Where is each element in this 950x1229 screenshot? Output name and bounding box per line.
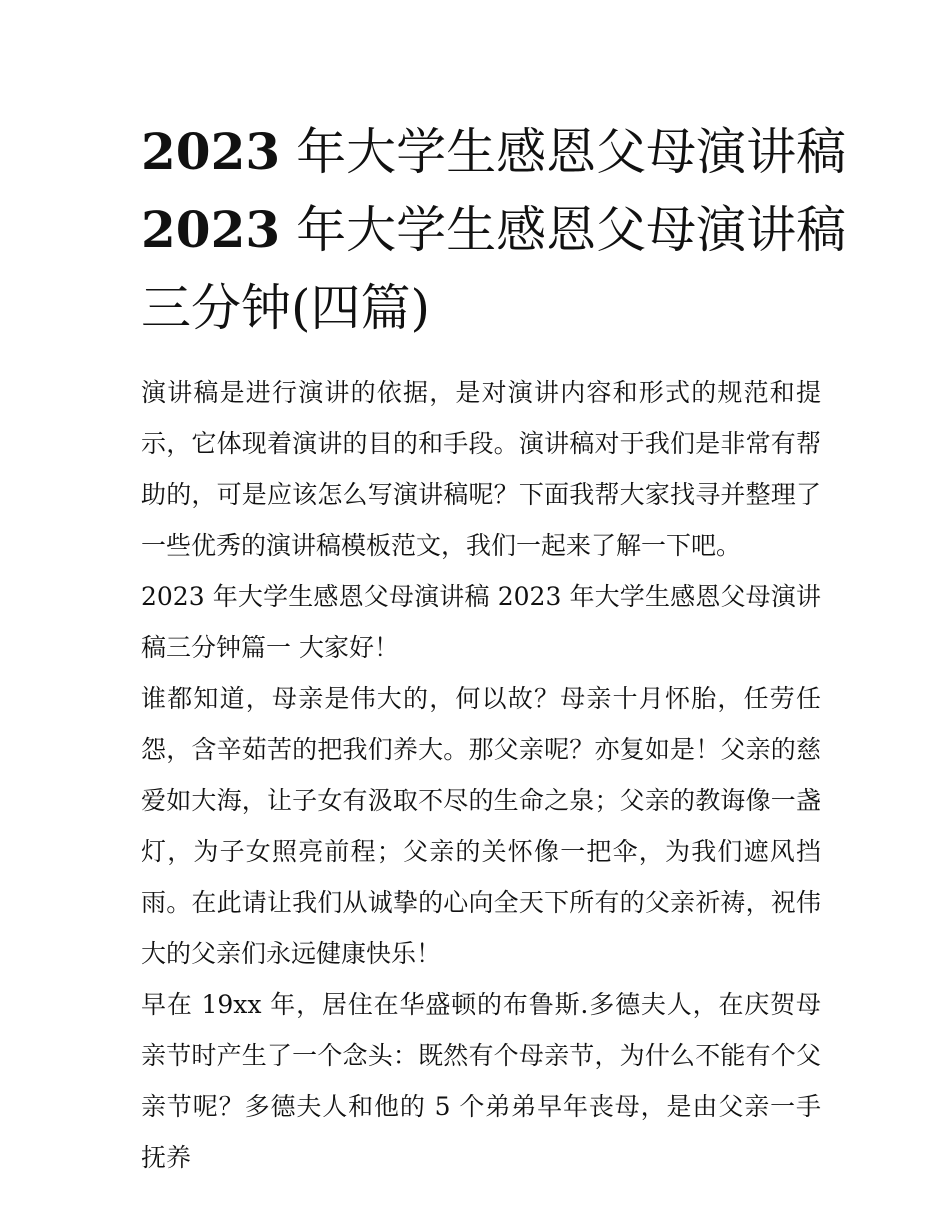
- paragraph-intro: 演讲稿是进行演讲的依据，是对演讲内容和形式的规范和提示，它体现着演讲的目的和手段。演讲稿对于我们是非常有帮助的，可是应该怎么写演讲稿呢？下面我帮大家找寻并整理了一些优秀的演讲稿模板范文，我们一起来了解一下吧。: [141, 378, 821, 560]
- document-title: [141, 113, 847, 347]
- title-year: 2023: [141, 122, 281, 181]
- title-line-2: [141, 191, 847, 269]
- title-line-3: [141, 269, 821, 347]
- paragraph-body: 早在 19xx 年，居住在华盛顿的布鲁斯.多德夫人，在庆贺母亲节时产生了一个念头：既然有个母亲节，为什么不能有个父亲节呢？多德夫人和他的 5 个弟弟早年丧母，是由父亲一手抚养: [141, 990, 821, 1172]
- title-text: 年大学生感恩父母演讲稿: [280, 201, 847, 259]
- title-line-1: [141, 113, 847, 191]
- title-text: 三分钟(四篇): [141, 279, 431, 337]
- paragraph-body: 谁都知道，母亲是伟大的，何以故？母亲十月怀胎，任劳任怨，含辛茹苦的把我们养大。那父亲呢？亦复如是！父亲的慈爱如大海，让子女有汲取不尽的生命之泉；父亲的教诲像一盏灯，为子女照亮前程；父亲的关怀像一把伞，为我们遮风挡雨。在此请让我们从诚挚的心向全天下所有的父亲祈祷，祝伟大的父亲们永远健康快乐！: [141, 684, 821, 968]
- document-page: [141, 113, 847, 1183]
- title-year: 2023: [141, 200, 281, 259]
- paragraph-section-heading: 2023 年大学生感恩父母演讲稿 2023 年大学生感恩父母演讲稿三分钟篇一 大家好！: [141, 582, 821, 662]
- document-body: [141, 367, 821, 1183]
- title-text: 年大学生感恩父母演讲稿: [280, 123, 847, 181]
